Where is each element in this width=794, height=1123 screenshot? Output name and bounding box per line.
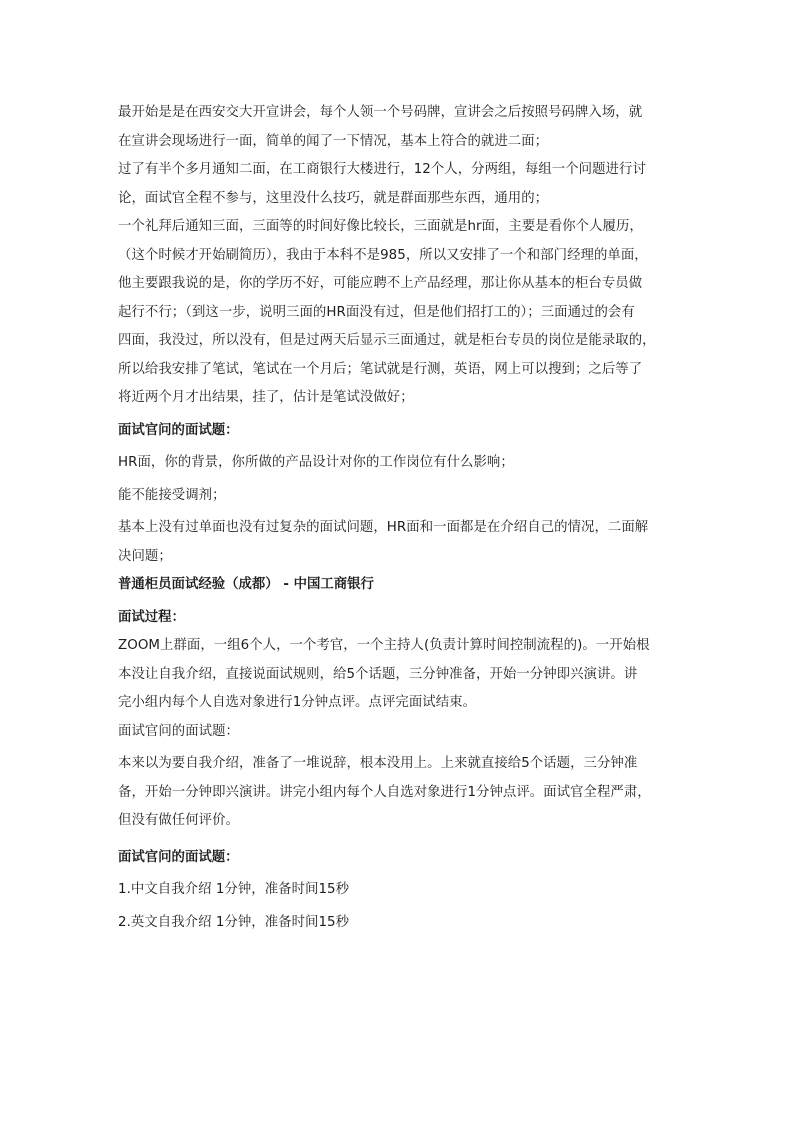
text-line: 基本上没有过单面也没有过复杂的面试问题，HR面和一面都是在介绍自己的情况，二面解 [118,520,649,535]
text-line: 他主要跟我说的是，你的学历不好，可能应聘不上产品经理，那让你从基本的柜台专员做 [118,276,643,291]
paragraph-process [118,632,676,718]
list-item-chinese-intro [118,876,676,905]
heading-interview-process: 面试过程： [118,609,185,625]
heading-interview-questions: 面试官问的面试题： [118,422,239,438]
question-adjustment [118,482,676,511]
text-line: 论，面试官全程不参与，这里没什么技巧，就是群面那些东西，通用的； [118,190,549,206]
text-line: 备，开始一分钟即兴演讲。讲完小组内每个人自选对象进行1分钟点评。面试官全程严肃， [118,784,651,800]
paragraph-second-round [118,156,676,213]
text-line: 在宣讲会现场进行一面，简单的闻了一下情况，基本上符合的就进二面； [118,133,549,149]
heading-interview-questions-2: 面试官问的面试题： [118,849,239,865]
text-line: 起行不行；（到这一步，说明三面的HR面没有过，但是他们招打工的）；三面通过的会有 [118,304,635,320]
section-title-chengdu: 普通柜员面试经验（成都） - 中国工商银行 [118,577,374,592]
text-line: HR面，你的背景，你所做的产品设计对你的工作岗位有什么影响； [118,455,514,470]
text-line: 面试官问的面试题： [118,723,239,739]
paragraph-answer [118,750,676,836]
text-line: 决问题； [118,548,172,564]
text-line: （这个时候才开始刷简历），我由于本科不是985，所以又安排了一个和部门经理的单面， [118,247,648,263]
text-line: 过了有半个多月通知二面，在工商银行大楼进行，12个人，分两组，每组一个问题进行讨 [118,162,646,177]
text-line: 本来以为要自我介绍，准备了一堆说辞，根本没用上。上来就直接给5个话题，三分钟准 [118,756,638,771]
list-item-english-intro [118,909,676,938]
text-line: 最开始是是在西安交大开宣讲会，每个人领一个号码牌，宣讲会之后按照号码牌入场，就 [118,105,643,120]
paragraph-third-round [118,213,676,413]
document-page [118,99,676,937]
text-line: ZOOM上群面，一组6个人，一个考官，一个主持人(负责计算时间控制流程的)。一开始根 [118,638,650,653]
text-line: 但没有做任何评价。 [118,813,239,828]
text-line: 本没让自我介绍，直接说面试规则，给5个话题，三分钟准备，开始一分钟即兴演讲。讲 [118,666,638,682]
text-line: 完小组内每个人自选对象进行1分钟点评。点评完面试结束。 [118,695,477,710]
text-line: 将近两个月才出结果，挂了，估计是笔试没做好； [118,390,414,405]
paragraph-summary [118,514,676,571]
question-hr-background [118,449,676,478]
text-line: 能不能接受调剂； [118,487,226,503]
text-line: 1.中文自我介绍 1分钟，准备时间15秒 [118,882,350,897]
text-line: 一个礼拜后通知三面，三面等的时间好像比较长，三面就是hr面，主要是看你个人履历， [118,219,643,234]
label-interview-questions [118,718,676,747]
paragraph-first-round [118,99,676,156]
text-line: 2.英文自我介绍 1分钟，准备时间15秒 [118,914,350,930]
text-line: 四面，我没过，所以没有，但是过两天后显示三面通过，就是柜台专员的岗位是能录取的， [118,333,656,348]
text-line: 所以给我安排了笔试，笔试在一个月后；笔试就是行测，英语，网上可以搜到；之后等了 [118,361,643,377]
